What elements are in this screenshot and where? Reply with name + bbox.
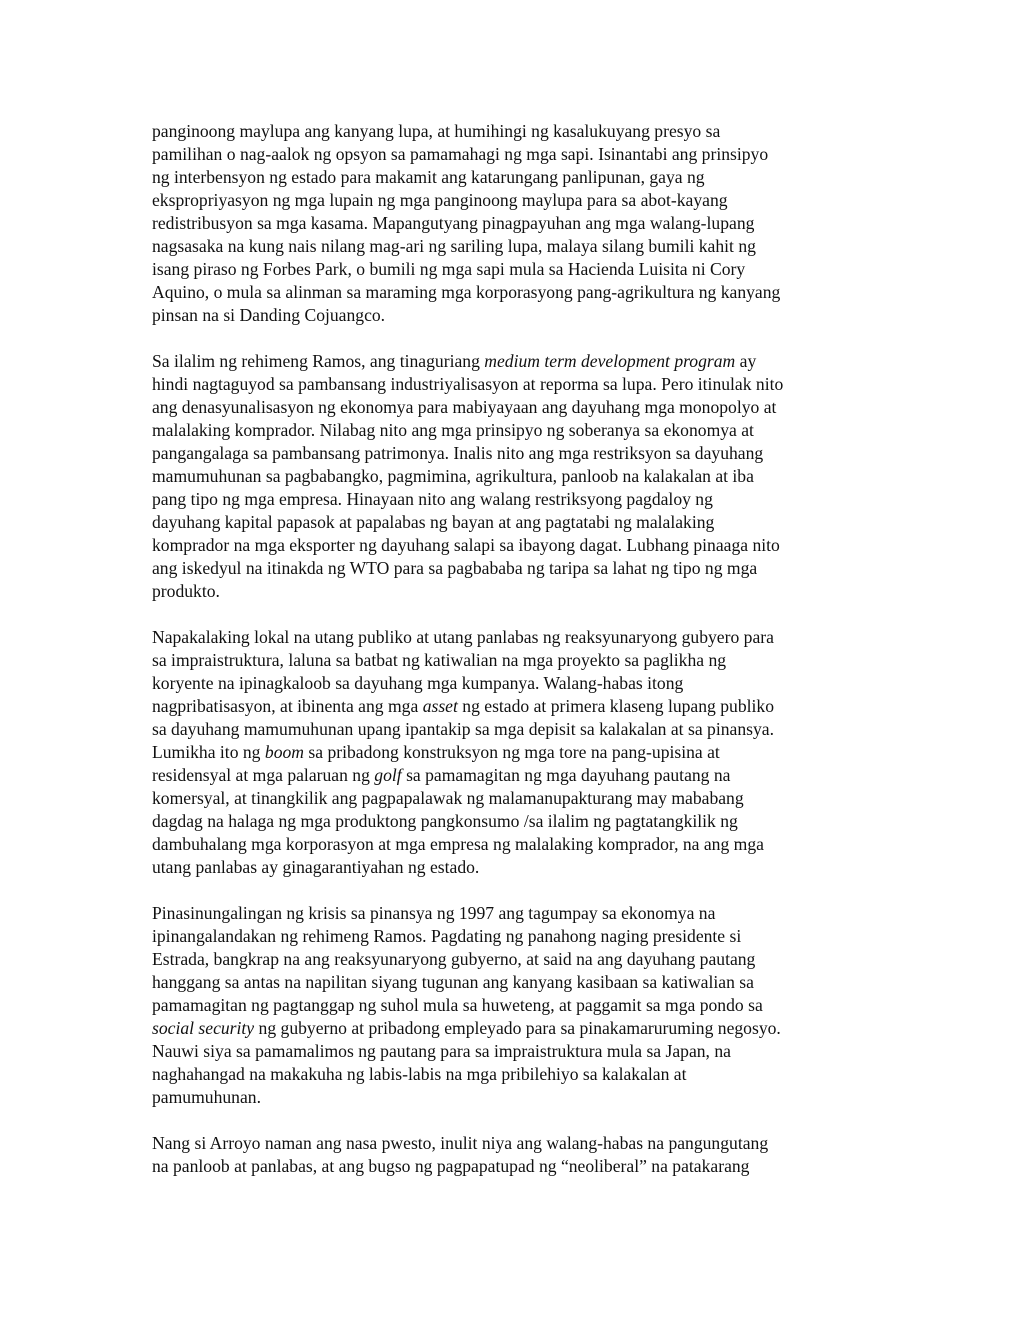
text-segment: utang panlabas ay ginagarantiyahan ng estado.	[152, 857, 480, 877]
paragraph	[152, 902, 882, 1109]
text-line	[152, 718, 882, 741]
text-line	[152, 235, 882, 258]
text-segment: pinsan na si Danding Cojuangco.	[152, 305, 386, 325]
text-segment: pamumuhunan.	[152, 1087, 261, 1107]
italic-text-segment: asset	[422, 696, 458, 716]
text-line	[152, 902, 882, 925]
text-segment: Estrada, bangkrap na ang reaksyunaryong gubyerno, at said na ang dayuhang pautang	[152, 949, 756, 969]
text-line	[152, 189, 882, 212]
text-line	[152, 741, 882, 764]
text-line	[152, 350, 882, 373]
text-line	[152, 465, 882, 488]
text-segment: ekspropriyasyon ng mga lupain ng mga panginoong maylupa para sa abot-kayang	[152, 190, 728, 210]
text-line	[152, 925, 882, 948]
text-segment: sa pamamagitan ng mga dayuhang pautang na	[401, 765, 731, 785]
text-line	[152, 258, 882, 281]
text-segment: dagdag na halaga ng mga produktong pangkonsumo /sa ilalim ng pagtatangkilik ng	[152, 811, 738, 831]
text-line	[152, 833, 882, 856]
text-segment: ng interbensyon ng estado para makamit ang katarungang panlipunan, gaya ng	[152, 167, 705, 187]
text-segment: naghahangad na makakuha ng labis-labis na mga pribilehiyo sa kalakalan at	[152, 1064, 687, 1084]
text-segment: komersyal, at tinangkilik ang pagpapalawak ng malamanupakturang may mababang	[152, 788, 744, 808]
text-line	[152, 212, 882, 235]
text-line	[152, 1063, 882, 1086]
text-segment: nagsasaka na kung nais nilang mag-ari ng sariling lupa, malaya silang bumili kahit ng	[152, 236, 756, 256]
text-line	[152, 488, 882, 511]
text-line	[152, 557, 882, 580]
text-segment: malalaking komprador. Nilabag nito ang mga prinsipyo ng soberanya sa ekonomya at	[152, 420, 754, 440]
text-segment: Lumikha ito ng	[152, 742, 265, 762]
text-segment: ay	[735, 351, 757, 371]
text-segment: ang iskedyul na itinakda ng WTO para sa pagbababa ng taripa sa lahat ng tipo ng mga	[152, 558, 758, 578]
text-segment: pang tipo ng mga empresa. Hinayaan nito ang walang restriksyong pagdaloy ng	[152, 489, 713, 509]
italic-text-segment: medium term development program	[484, 351, 736, 371]
text-segment: isang piraso ng Forbes Park, o bumili ng mga sapi mula sa Hacienda Luisita ni Cory	[152, 259, 746, 279]
paragraph	[152, 350, 882, 603]
text-line	[152, 1086, 882, 1109]
text-line	[152, 166, 882, 189]
paragraph	[152, 626, 882, 879]
italic-text-segment: boom	[264, 742, 304, 762]
text-line	[152, 120, 882, 143]
document-page	[152, 120, 882, 1201]
text-segment: hindi nagtaguyod sa pambansang industriyalisasyon at reporma sa lupa. Pero itinulak nito	[152, 374, 784, 394]
text-line	[152, 143, 882, 166]
text-segment: dayuhang kapital papasok at papalabas ng bayan at ang pagtatabi ng malalaking	[152, 512, 715, 532]
text-segment: ipinangalandakan ng rehimeng Ramos. Pagdating ng panahong naging presidente si	[152, 926, 742, 946]
text-line	[152, 810, 882, 833]
text-segment: sa impraistruktura, laluna sa batbat ng katiwalian na mga proyekto sa paglikha ng	[152, 650, 727, 670]
text-line	[152, 856, 882, 879]
text-line	[152, 580, 882, 603]
text-segment: produkto.	[152, 581, 220, 601]
text-segment: komprador na mga eksporter ng dayuhang salapi sa ibayong dagat. Lubhang pinaaga nito	[152, 535, 780, 555]
text-line	[152, 971, 882, 994]
text-segment: pamamagitan ng pagtanggap ng suhol mula sa huweteng, at paggamit sa mga pondo sa	[152, 995, 763, 1015]
text-segment: Sa ilalim ng rehimeng Ramos, ang tinaguriang	[152, 351, 485, 371]
text-segment: ng estado at primera klaseng lupang publiko	[457, 696, 774, 716]
text-segment: mamumuhunan sa pagbabangko, pagmimina, agrikultura, panloob na kalakalan at iba	[152, 466, 754, 486]
text-line	[152, 649, 882, 672]
text-segment: Napakalaking lokal na utang publiko at utang panlabas ng reaksyunaryong gubyero para	[152, 627, 774, 647]
text-segment: na panloob at panlabas, at ang bugso ng pagpapatupad ng “neoliberal” na patakarang	[152, 1156, 750, 1176]
text-segment: Pinasinungalingan ng krisis sa pinansya ng 1997 ang tagumpay sa ekonomya na	[152, 903, 716, 923]
italic-text-segment: golf	[374, 765, 402, 785]
text-segment: ng gubyerno at pribadong empleyado para sa pinakamaruruming negosyo.	[254, 1018, 781, 1038]
text-line	[152, 948, 882, 971]
paragraph	[152, 1132, 882, 1178]
text-line	[152, 534, 882, 557]
text-line	[152, 1155, 882, 1178]
text-line	[152, 442, 882, 465]
text-segment: sa pribadong konstruksyon ng mga tore na pang-upisina at	[304, 742, 720, 762]
text-line	[152, 672, 882, 695]
text-segment: dambuhalang mga korporasyon at mga empresa ng malalaking komprador, na ang mga	[152, 834, 764, 854]
text-segment: residensyal at mga palaruan ng	[152, 765, 375, 785]
text-line	[152, 695, 882, 718]
text-line	[152, 1132, 882, 1155]
text-segment: koryente na ipinagkaloob sa dayuhang mga kumpanya. Walang-habas itong	[152, 673, 684, 693]
text-segment: sa dayuhang mamumuhunan upang ipantakip sa mga depisit sa kalakalan at sa pinansya.	[152, 719, 774, 739]
text-segment: Nauwi siya sa pamamalimos ng pautang para sa impraistruktura mula sa Japan, na	[152, 1041, 731, 1061]
text-line	[152, 373, 882, 396]
text-line	[152, 281, 882, 304]
text-line	[152, 626, 882, 649]
text-line	[152, 304, 882, 327]
text-segment: ang denasyunalisasyon ng ekonomya para mabiyayaan ang dayuhang mga monopolyo at	[152, 397, 777, 417]
text-line	[152, 994, 882, 1017]
text-line	[152, 1017, 882, 1040]
text-line	[152, 1040, 882, 1063]
paragraph	[152, 120, 882, 327]
text-line	[152, 419, 882, 442]
text-line	[152, 396, 882, 419]
text-segment: redistribusyon sa mga kasama. Mapangutyang pinagpayuhan ang mga walang-lupang	[152, 213, 755, 233]
text-segment: panginoong maylupa ang kanyang lupa, at humihingi ng kasalukuyang presyo sa	[152, 121, 721, 141]
text-segment: hanggang sa antas na napilitan siyang tugunan ang kanyang kasibaan sa katiwalian sa	[152, 972, 754, 992]
text-segment: pangangalaga sa pambansang patrimonya. Inalis nito ang mga restriksyon sa dayuhang	[152, 443, 764, 463]
text-segment: pamilihan o nag-aalok ng opsyon sa pamamahagi ng mga sapi. Isinantabi ang prinsipyo	[152, 144, 769, 164]
text-line	[152, 511, 882, 534]
text-segment: nagpribatisasyon, at ibinenta ang mga	[152, 696, 423, 716]
text-segment: Aquino, o mula sa alinman sa maraming mga korporasyong pang-agrikultura ng kanyang	[152, 282, 781, 302]
italic-text-segment: social security	[152, 1018, 255, 1038]
text-segment: Nang si Arroyo naman ang nasa pwesto, inulit niya ang walang-habas na pangungutang	[152, 1133, 769, 1153]
text-line	[152, 764, 882, 787]
text-line	[152, 787, 882, 810]
